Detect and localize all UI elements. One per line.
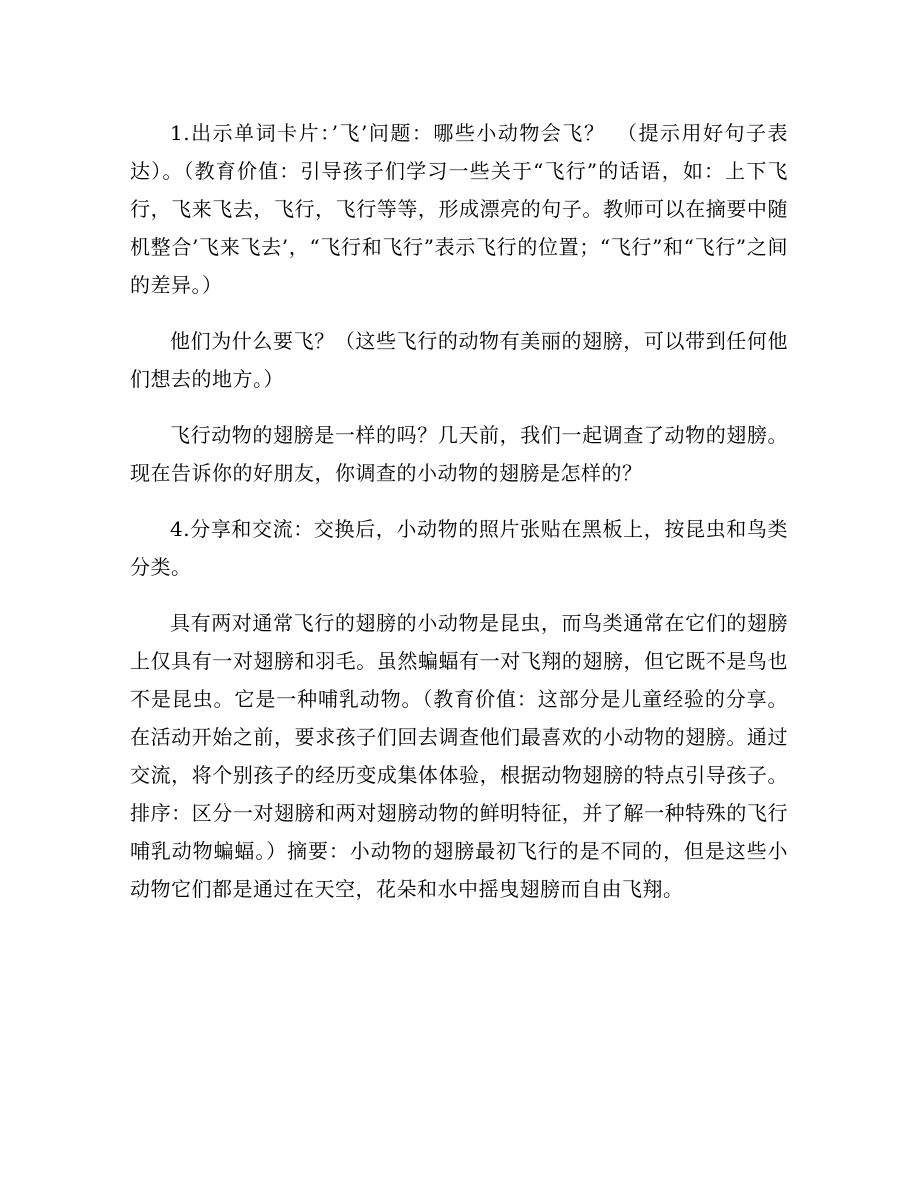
paragraph-wings-same: 飞行动物的翅膀是一样的吗？几天前，我们一起调查了动物的翅膀。现在告诉你的好朋友，你调查的小动物的翅膀是怎样的？ xyxy=(130,423,788,485)
paragraph-word-card: 1.出示单词卡片：’飞’问题：哪些小动物会飞？ （提示用好句子表达）。（教育价值：引导孩子们学习一些关于“飞行”的话语，如：上下飞行，飞来飞去，飞行，飞行等等，形成漂亮的句子。教师可以在摘要中随机整合’飞来飞去’，“飞行和飞行”表示飞行的位置；“飞行”和“飞行”之间的差异。） xyxy=(130,121,788,297)
paragraph-insects-birds: 具有两对通常飞行的翅膀的小动物是昆虫，而鸟类通常在它们的翅膀上仅具有一对翅膀和羽毛。虽然蝙蝠有一对飞翔的翅膀，但它既不是鸟也不是昆虫。它是一种哺乳动物。（教育价值：这部分是儿童经验的分享。在活动开始之前，要求孩子们回去调查他们最喜欢的小动物的翅膀。通过交流，将个别孩子的经历变成集体体验，根据动物翅膀的特点引导孩子。排序：区分一对翅膀和两对翅膀动物的鲜明特征，并了解一种特殊的飞行哺乳动物蝙蝠。）摘要：小动物的翅膀最初飞行的是不同的，但是这些小动物它们都是通过在天空，花朵和水中摇曳翅膀而自由飞翔。 xyxy=(130,611,788,901)
paragraph-why-fly: 他们为什么要飞？（这些飞行的动物有美丽的翅膀，可以带到任何他们想去的地方。） xyxy=(130,329,788,391)
paragraph-share-exchange: 4.分享和交流：交换后，小动物的照片张贴在黑板上，按昆虫和鸟类分类。 xyxy=(130,517,788,579)
